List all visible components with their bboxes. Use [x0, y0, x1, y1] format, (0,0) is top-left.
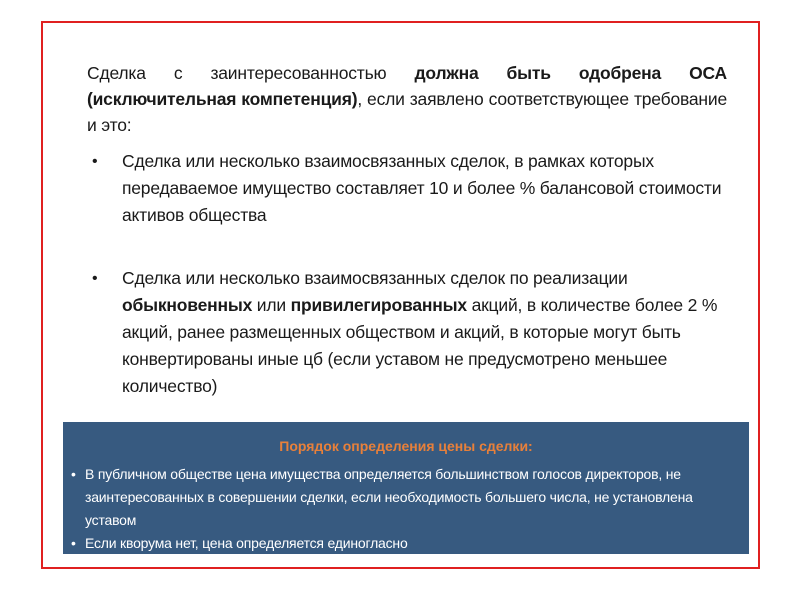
- bullet-text-part2: или: [252, 295, 291, 315]
- bullet-item-shares: [92, 265, 732, 400]
- box-title: Порядок определения цены сделки:: [279, 438, 533, 454]
- bullet-bold-preferred: привилегированных: [290, 295, 467, 315]
- box-list: [71, 463, 746, 555]
- price-procedure-box: [63, 422, 749, 554]
- bullet-marker: •: [92, 270, 98, 287]
- bullet-text-part1: Сделка или несколько взаимосвязанных сделок по реализации: [122, 268, 628, 288]
- box-item-public-company: [71, 463, 746, 532]
- bullet-bold-ordinary: обыкновенных: [122, 295, 253, 315]
- intro-paragraph: [87, 60, 727, 138]
- box-bullet-marker: •: [71, 535, 76, 551]
- bullet-marker: •: [92, 153, 98, 170]
- intro-bold: должна быть одобрена ОСА (исключительная компетенция): [87, 63, 727, 109]
- box-item-text: Если кворума нет, цена определяется единогласно: [85, 535, 408, 551]
- bullet-text-part3: акций, в количестве более 2 % акций, ранее размещенных обществом и акций, в которые могут быть конвертированы иные цб (если уставом не предусмотрено меньшее количество): [122, 295, 718, 396]
- box-bullet-marker: •: [71, 466, 76, 482]
- box-item-no-quorum: [71, 532, 746, 555]
- bullet-text: Сделка или несколько взаимосвязанных сделок, в рамках которых передаваемое имущество составляет 10 и более % балансовой стоимости активов общества: [122, 151, 722, 225]
- box-item-text: В публичном обществе цена имущества определяется большинством голосов директоров, не заинтересованных в совершении сделки, если необходимость большего числа, не установлена уставом: [85, 466, 693, 528]
- intro-text-1: Сделка с заинтересованностью: [87, 63, 415, 83]
- bullet-list: [92, 148, 732, 400]
- intro-text-2: , если заявлено соответствующее требование и это:: [87, 89, 727, 135]
- bullet-item-asset-value: [92, 148, 732, 229]
